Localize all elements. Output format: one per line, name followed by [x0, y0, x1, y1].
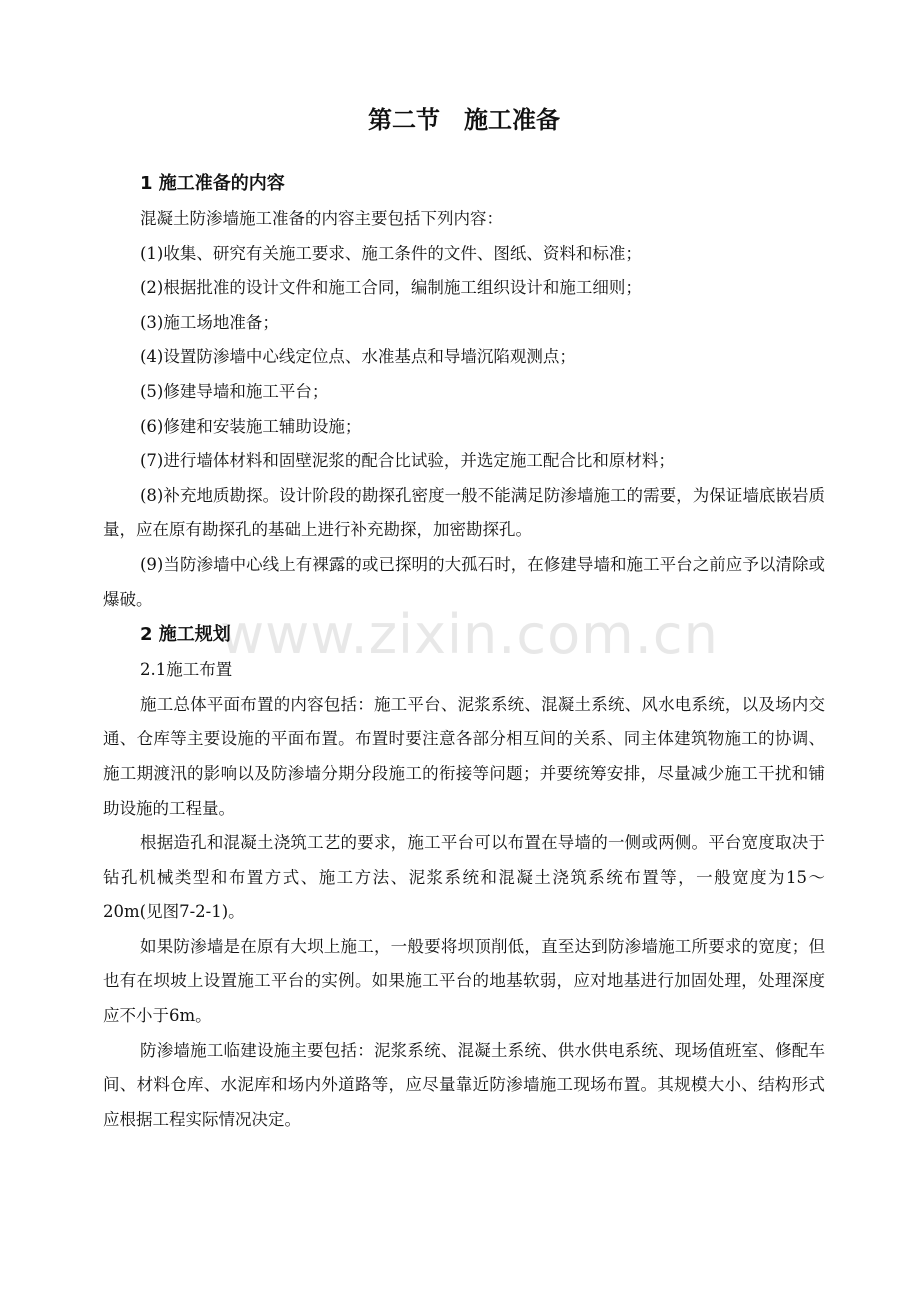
- list-item-9: (9)当防渗墙中心线上有裸露的或已探明的大孤石时，在修建导墙和施工平台之前应予以清除或爆破。: [103, 554, 825, 609]
- list-item-4: (4)设置防渗墙中心线定位点、水准基点和导墙沉陷观测点；: [140, 347, 576, 367]
- list-item-6: (6)修建和安装施工辅助设施；: [140, 416, 362, 436]
- paragraph-4: 防渗墙施工临建设施主要包括：泥浆系统、混凝土系统、供水供电系统、现场值班室、修配车间、材料仓库、水泥库和场内外道路等，应尽量靠近防渗墙施工现场布置。其规模大小、结构形式应根据工程实际情况决定。: [103, 1040, 825, 1129]
- document-body: [103, 96, 825, 1137]
- page-title: 第二节 施工准备: [368, 106, 560, 134]
- list-item-3: (3)施工场地准备；: [140, 312, 279, 332]
- list-item-2: (2)根据批准的设计文件和施工合同，编制施工组织设计和施工细则；: [140, 278, 642, 298]
- paragraph-1: 施工总体平面布置的内容包括：施工平台、泥浆系统、混凝土系统、风水电系统，以及场内交通、仓库等主要设施的平面布置。布置时要注意各部分相互间的关系、同主体建筑物施工的协调、施工期渡汛的影响以及防渗墙分期分段施工的衔接等问题；并要统筹安排，尽量减少施工干扰和铺助设施的工程量。: [103, 694, 825, 818]
- list-item-1: (1)收集、研究有关施工要求、施工条件的文件、图纸、资料和标准；: [140, 243, 642, 263]
- watermark: www.zixin.com.cn: [220, 603, 719, 666]
- list-item-5: (5)修建导墙和施工平台；: [140, 381, 329, 401]
- paragraph-3: 如果防渗墙是在原有大坝上施工，一般要将坝顶削低，直至达到防渗墙施工所要求的宽度；但也有在坝坡上设置施工平台的实例。如果施工平台的地基软弱，应对地基进行加固处理，处理深度应不小于6m。: [103, 936, 825, 1026]
- paragraph-2: 根据造孔和混凝土浇筑工艺的要求，施工平台可以布置在导墙的一侧或两侧。平台宽度取决于钻孔机械类型和布置方式、施工方法、泥浆系统和混凝土浇筑系统布置等，一般宽度为15～20m(见图7-2-1)。: [103, 833, 825, 922]
- section-1-heading: 1 施工准备的内容: [140, 173, 285, 194]
- section-2-heading: 2 施工规划: [140, 624, 231, 646]
- section-1-intro: 混凝土防渗墙施工准备的内容主要包括下列内容：: [140, 209, 503, 228]
- list-item-8: (8)补充地质勘探。设计阶段的勘探孔密度一般不能满足防渗墙施工的需要，为保证墙底嵌岩质量，应在原有勘探孔的基础上进行补充勘探，加密勘探孔。: [103, 485, 825, 540]
- subsection-2-1-heading: 2.1施工布置: [140, 660, 233, 680]
- list-item-7: (7)进行墙体材料和固壁泥浆的配合比试验，并选定施工配合比和原材料；: [140, 451, 675, 471]
